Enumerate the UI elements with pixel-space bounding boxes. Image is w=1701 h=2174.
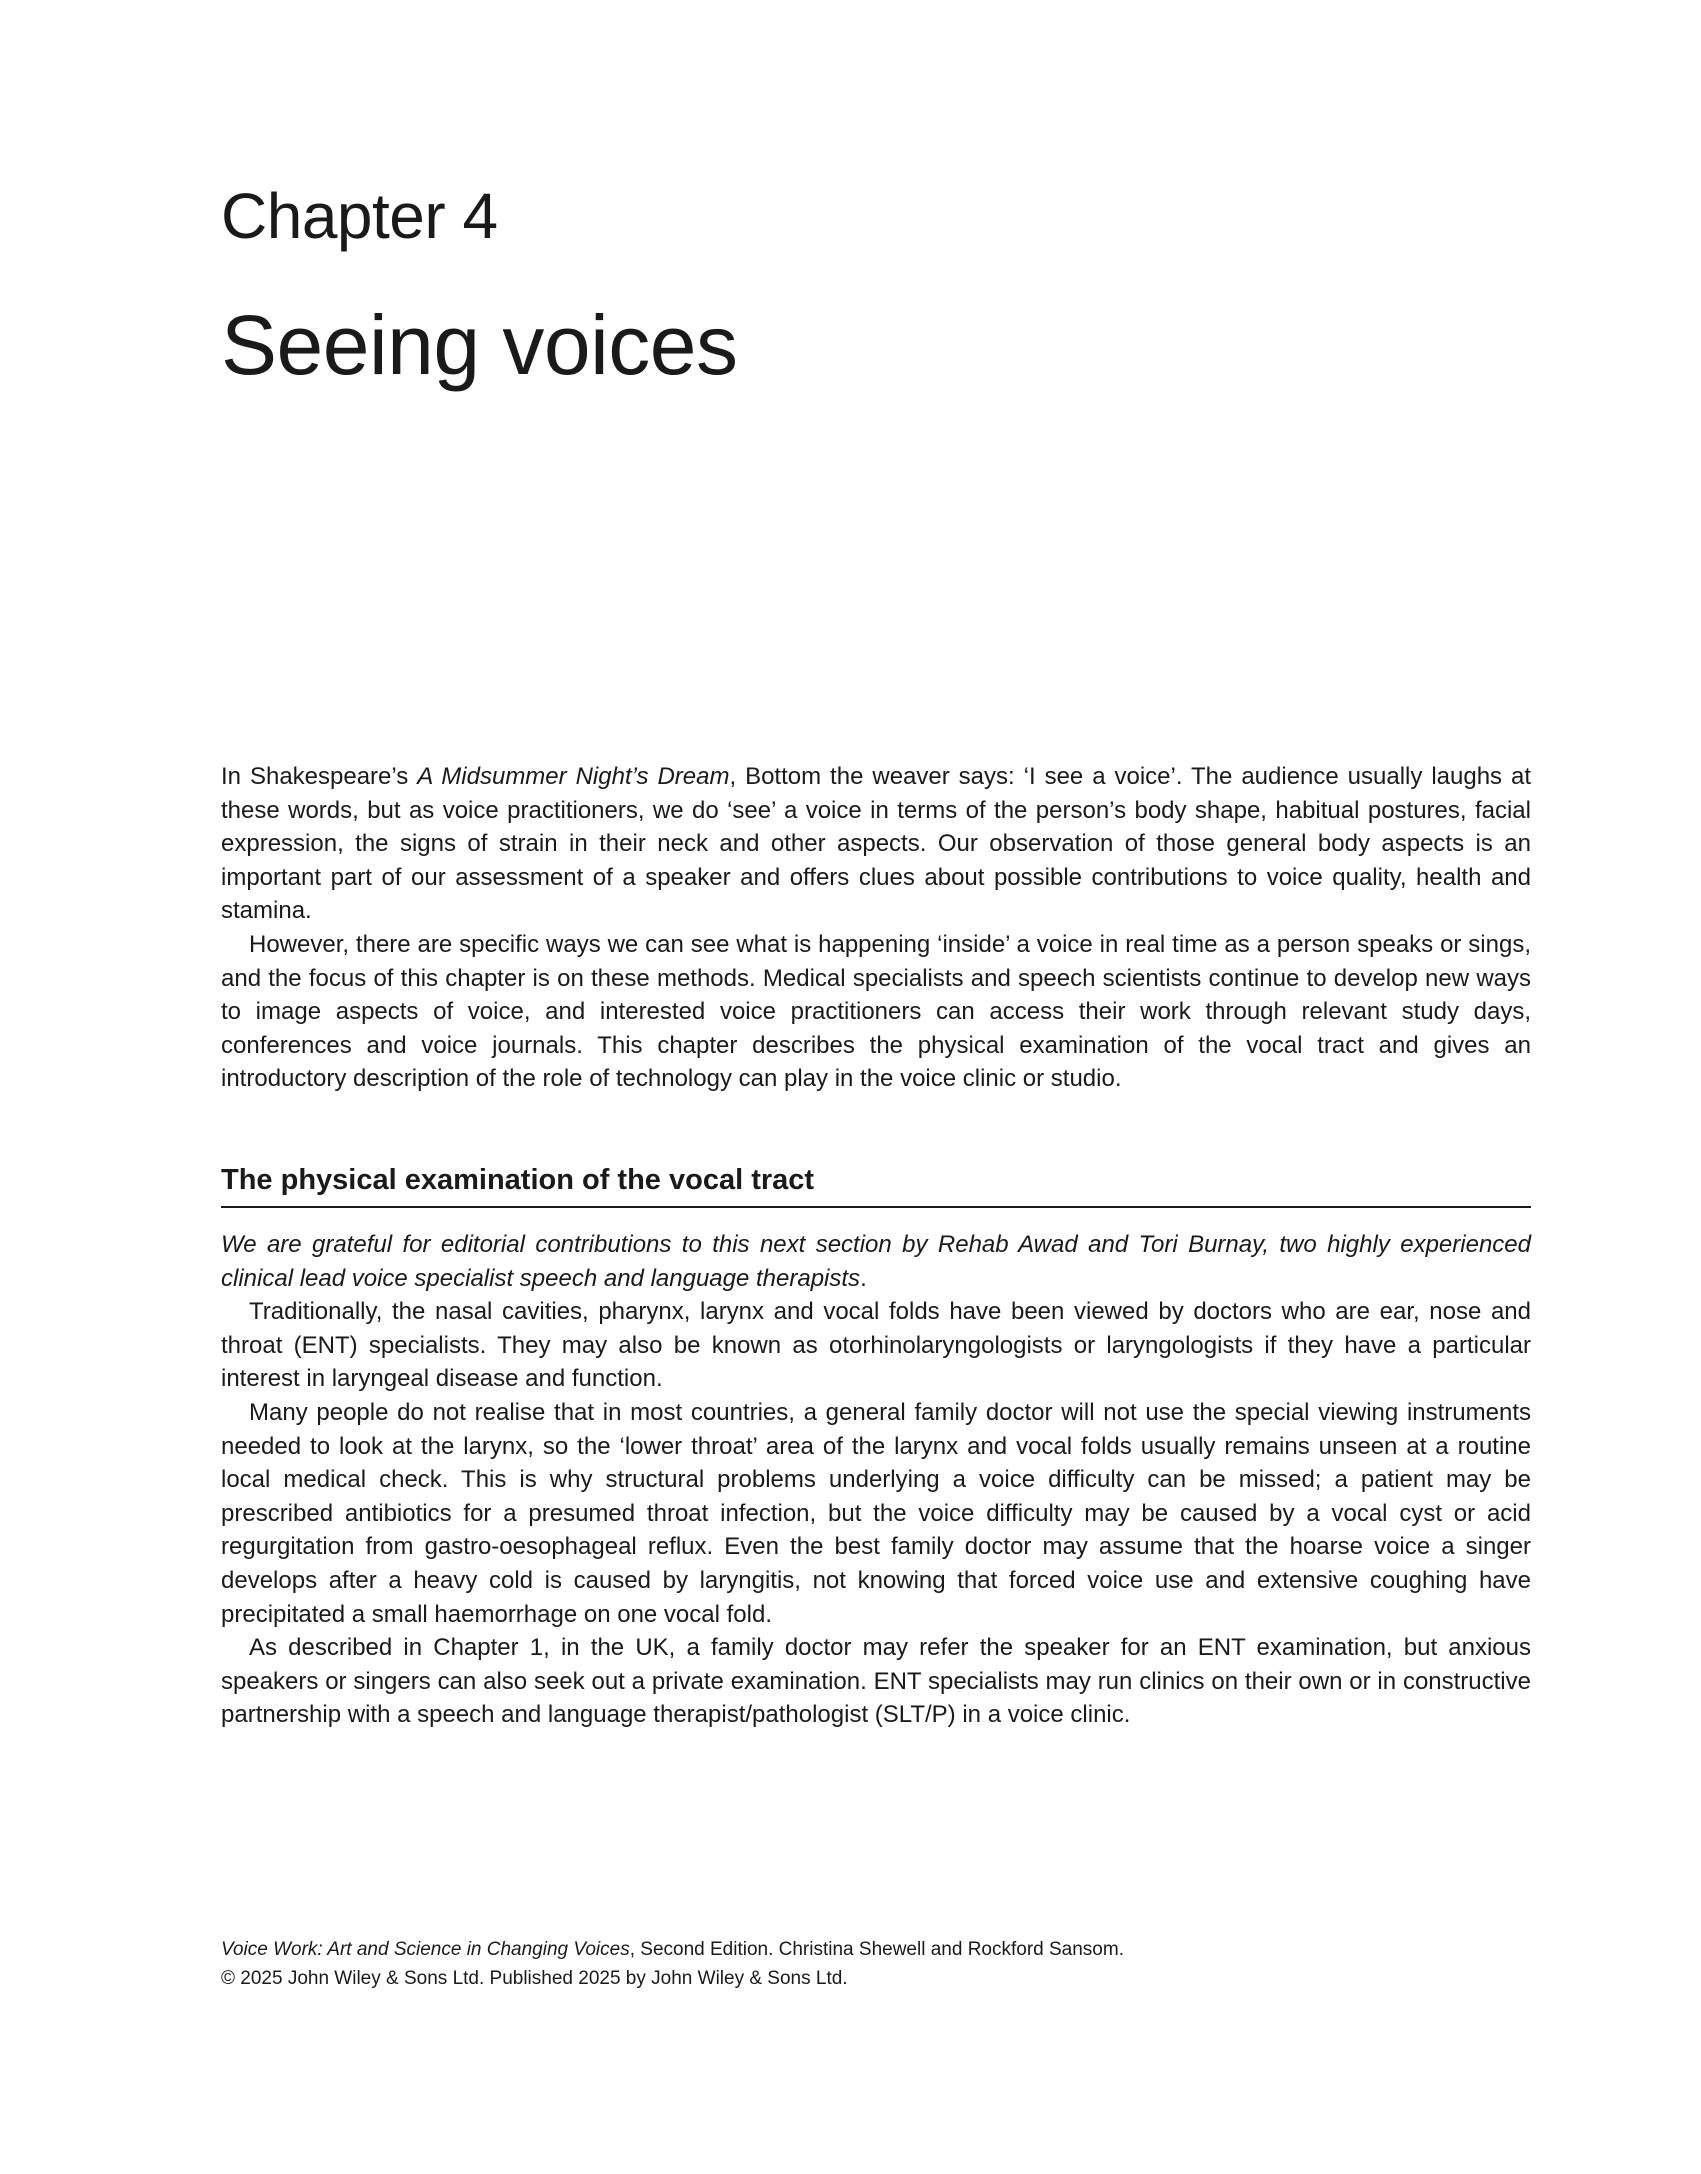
edition-authors: , Second Edition. Christina Shewell and Rockford Sansom. — [629, 1939, 1124, 1960]
copyright-footer — [221, 1935, 1124, 1993]
intro-paragraph-2: However, there are specific ways we can see what is happening ‘inside’ a voice in real time as a person speaks or sings, and the focus of this chapter is on these methods. Medical specialists and speech scientists continue to develop new ways to image aspects of voice, and interested voice practitioners can access their work through relevant study days, conferences and voice journals. This chapter describes the physical examination of the vocal tract and gives an introductory description of the role of technology can play in the voice clinic or studio. — [221, 930, 1531, 1093]
intro-text — [221, 760, 1531, 1096]
acknowledgement-text: We are grateful for editorial contributions to this next section by Rehab Awad and Tori Burnay, two highly experienced clinical lead voice specialist speech and language therapists — [221, 1231, 1531, 1292]
section-paragraph-1: Traditionally, the nasal cavities, pharynx, larynx and vocal folds have been viewed by doctors who are ear, nose and throat (ENT) specialists. They may also be known as otorhinolaryngologists or laryngologists if they have a particular interest in laryngeal disease and function. — [221, 1298, 1531, 1393]
footer-line-1 — [221, 1935, 1124, 1964]
chapter-number: Chapter 4 — [221, 180, 498, 252]
play-title: A Midsummer Night’s Dream — [417, 763, 730, 790]
footer-line-2: © 2025 John Wiley & Sons Ltd. Published 2025 by John Wiley & Sons Ltd. — [221, 1968, 848, 1989]
intro-p1-rest: , Bottom the weaver says: ‘I see a voice’. The audience usually laughs at these words, but as voice practitioners, we do ‘see’ a voice in terms of the person’s body shape, habitual postures, facial expression, the signs of strain in their neck and other aspects. Our observation of those general body aspects is an important part of our assessment of a speaker and offers clues about possible contributions to voice quality, health and stamina. — [221, 763, 1532, 925]
section-paragraph-2: Many people do not realise that in most countries, a general family doctor will not use the special viewing instruments needed to look at the larynx, so the ‘lower throat’ area of the larynx and vocal folds usually remains unseen at a routine local medical check. This is why structural problems underlying a voice difficulty can be missed; a patient may be prescribed antibiotics for a presumed throat infection, but the voice difficulty may be caused by a vocal cyst or acid regurgitation from gastro-oesophageal reflux. Even the best family doctor may assume that the hoarse voice a singer develops after a heavy cold is caused by laryngitis, not knowing that forced voice use and extensive coughing have precipitated a small haemorrhage on one vocal fold. — [221, 1398, 1531, 1628]
acknowledgement-period: . — [860, 1264, 867, 1292]
acknowledgement-paragraph — [221, 1228, 1531, 1295]
section-paragraph-3: As described in Chapter 1, in the UK, a family doctor may refer the speaker for an ENT examination, but anxious speakers or singers can also seek out a private examination. ENT specialists may run clinics on their own or in constructive partnership with a speech and language therapist/pathologist (SLT/P) in a voice clinic. — [221, 1634, 1531, 1729]
section-text — [221, 1228, 1531, 1732]
book-title: Voice Work: Art and Science in Changing Voices — [221, 1939, 630, 1960]
section-heading: The physical examination of the vocal tract — [221, 1160, 1531, 1208]
intro-p1-start: In Shakespeare’s — [221, 763, 418, 790]
intro-paragraph-1 — [221, 760, 1531, 928]
chapter-title: Seeing voices — [221, 298, 738, 392]
